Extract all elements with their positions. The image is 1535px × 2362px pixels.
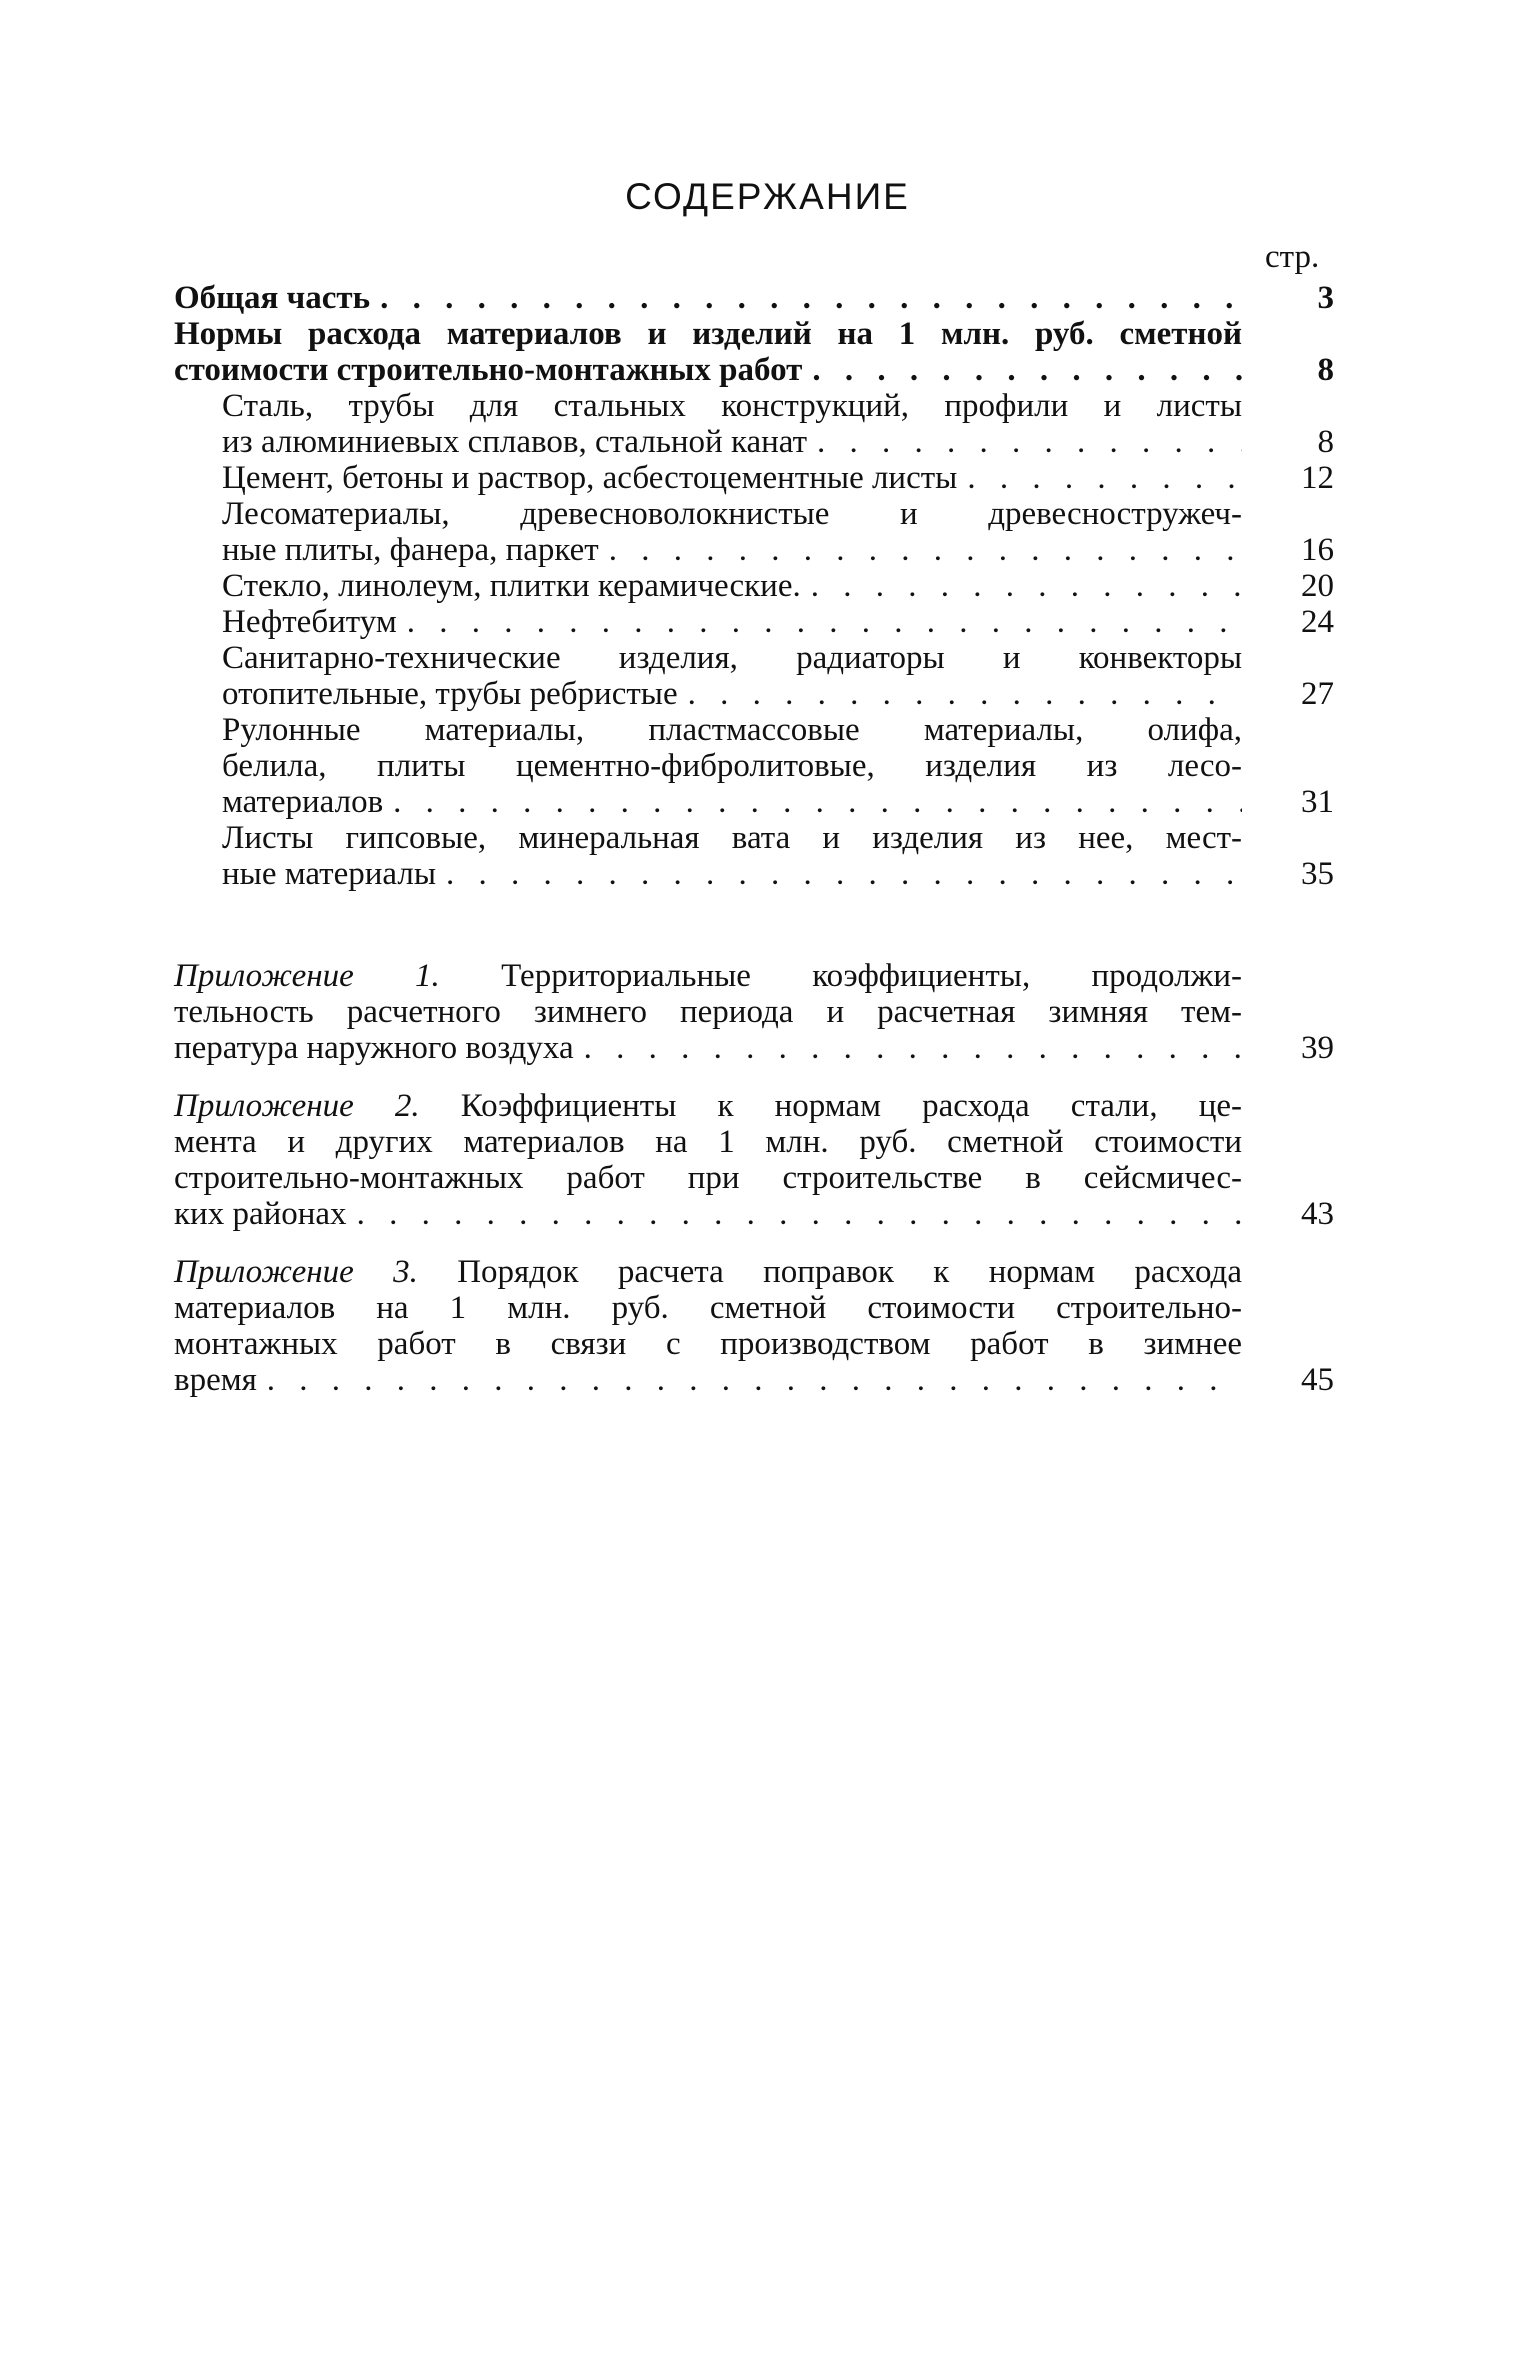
toc-entry-norms xyxy=(174,316,1334,388)
toc-entry-glass xyxy=(222,568,1334,604)
dot-leader xyxy=(357,1196,1242,1232)
toc-page-number: 27 xyxy=(1301,676,1334,712)
toc-entry-text: Нефтебитум xyxy=(222,604,397,640)
toc-entry-cement xyxy=(222,460,1334,496)
toc-appendix-2 xyxy=(174,1088,1334,1232)
toc-entry-text: материалов на 1 млн. руб. сметной стоимости строительно- xyxy=(174,1290,1242,1326)
toc-page-number: 43 xyxy=(1301,1196,1334,1232)
toc-entry-text: мента и других материалов на 1 млн. руб. сметной стоимости xyxy=(174,1124,1242,1160)
toc-entry-text: отопительные, трубы ребристые xyxy=(222,676,678,712)
toc-entry-sanitary xyxy=(222,640,1334,712)
toc-page-number: 8 xyxy=(1317,352,1334,388)
dot-leader xyxy=(267,1362,1242,1398)
toc-page-number: 16 xyxy=(1301,532,1334,568)
toc-entry-text: ные материалы xyxy=(222,856,436,892)
toc-entry-text: Территориальные коэффициенты, продолжи- xyxy=(501,958,1242,994)
toc-entry-text: Порядок расчета поправок к нормам расхода xyxy=(457,1254,1242,1290)
toc-entry-text: Сталь, трубы для стальных конструкций, профили и листы xyxy=(222,388,1242,424)
toc-entry-timber xyxy=(222,496,1334,568)
table-of-contents xyxy=(174,280,1334,1398)
toc-entry-text: Коэффициенты к нормам расхода стали, це- xyxy=(460,1088,1242,1124)
toc-entry-text: Санитарно-технические изделия, радиаторы и конвекторы xyxy=(222,640,1242,676)
dot-leader xyxy=(609,532,1242,568)
toc-entry-text: белила, плиты цементно-фибролитовые, изделия из лесо- xyxy=(222,748,1242,784)
toc-entry-roll-materials xyxy=(222,712,1334,820)
toc-entry-text: Листы гипсовые, минеральная вата и изделия из нее, мест- xyxy=(222,820,1242,856)
page-column-header: стр. xyxy=(1265,239,1320,275)
toc-subsection-list xyxy=(174,388,1334,892)
toc-appendix-3 xyxy=(174,1254,1334,1398)
toc-page-number: 8 xyxy=(1317,424,1334,460)
toc-entry-text: строительно-монтажных работ при строительстве в сейсмичес- xyxy=(174,1160,1242,1196)
toc-entry-text: ких районах xyxy=(174,1196,347,1232)
toc-entry-text: время xyxy=(174,1362,257,1398)
dot-leader xyxy=(393,784,1242,820)
toc-entry-text: Лесоматериалы, древесноволокнистые и древесностружеч- xyxy=(222,496,1242,532)
dot-leader xyxy=(812,352,1242,388)
toc-page-number: 39 xyxy=(1301,1030,1334,1066)
appendix-label: Приложение 3. xyxy=(174,1254,418,1290)
dot-leader xyxy=(811,568,1242,604)
toc-page-number: 20 xyxy=(1301,568,1334,604)
dot-leader xyxy=(688,676,1242,712)
page-title: СОДЕРЖАНИЕ xyxy=(625,176,910,217)
dot-leader xyxy=(446,856,1242,892)
dot-leader xyxy=(407,604,1242,640)
toc-page-number: 45 xyxy=(1301,1362,1334,1398)
dot-leader xyxy=(380,280,1242,316)
toc-entry-text: пература наружного воздуха xyxy=(174,1030,574,1066)
toc-page-number: 35 xyxy=(1301,856,1334,892)
toc-entry-text: Цемент, бетоны и раствор, асбестоцементные листы xyxy=(222,460,958,496)
toc-entry-text: Рулонные материалы, пластмассовые материалы, олифа, xyxy=(222,712,1242,748)
toc-entry-gypsum xyxy=(222,820,1334,892)
dot-leader xyxy=(584,1030,1242,1066)
toc-entry-text: Общая часть xyxy=(174,280,371,316)
toc-entry-text: Стекло, линолеум, плитки керамические. xyxy=(222,568,801,604)
toc-page-number: 31 xyxy=(1301,784,1334,820)
toc-appendix-1 xyxy=(174,958,1334,1066)
toc-entry-text: из алюминиевых сплавов, стальной канат xyxy=(222,424,807,460)
toc-page-number: 12 xyxy=(1301,460,1334,496)
dot-leader xyxy=(817,424,1242,460)
toc-page-number: 24 xyxy=(1301,604,1334,640)
toc-entry-text: материалов xyxy=(222,784,384,820)
toc-entry-text: монтажных работ в связи с производством работ в зимнее xyxy=(174,1326,1242,1362)
toc-entry-text: ные плиты, фанера, паркет xyxy=(222,532,599,568)
toc-entry-bitumen xyxy=(222,604,1334,640)
appendix-label: Приложение 2. xyxy=(174,1088,420,1124)
toc-entry-general xyxy=(174,280,1334,316)
toc-entry-text: Нормы расхода материалов и изделий на 1 млн. руб. сметной xyxy=(174,316,1242,352)
toc-page-number: 3 xyxy=(1317,280,1334,316)
dot-leader xyxy=(967,460,1242,496)
toc-entry-text: тельность расчетного зимнего периода и расчетная зимняя тем- xyxy=(174,994,1242,1030)
appendix-label: Приложение 1. xyxy=(174,958,440,994)
toc-entry-text: стоимости строительно-монтажных работ xyxy=(174,352,803,388)
toc-entry-steel xyxy=(222,388,1334,460)
